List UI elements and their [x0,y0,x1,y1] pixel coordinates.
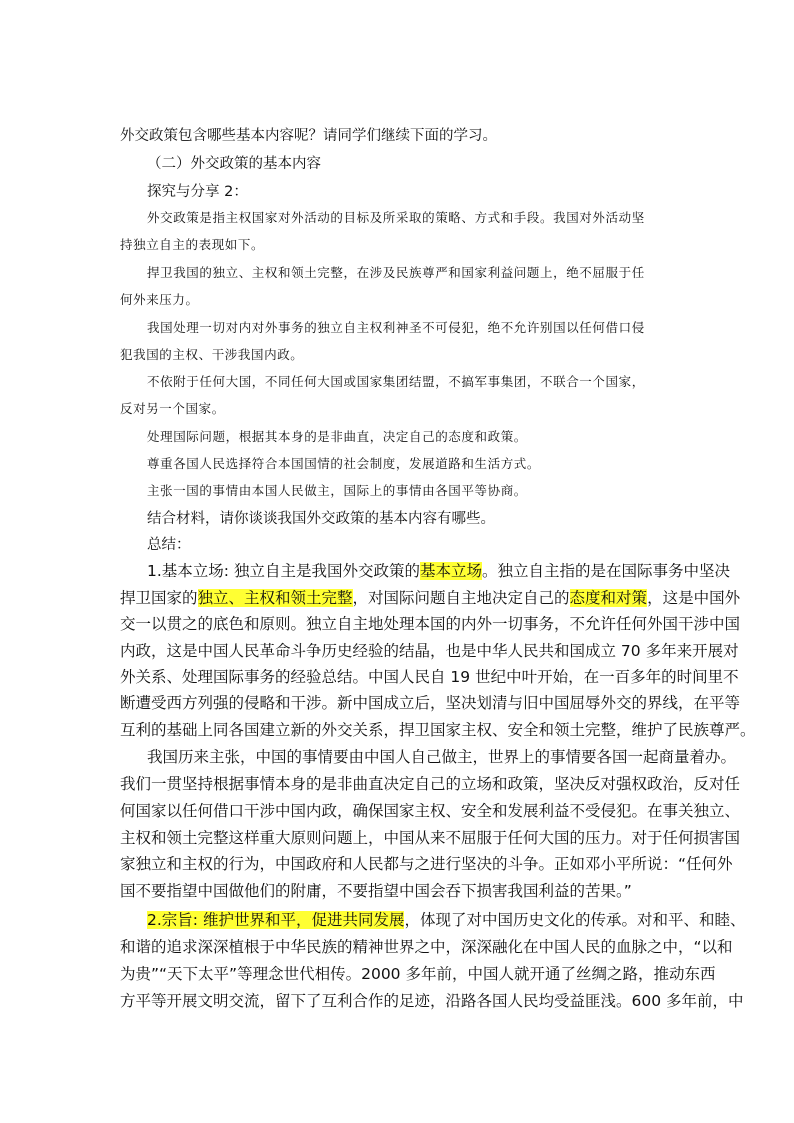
paragraph-line: 捍卫国家的独立、主权和领土完整，对国际问题自主地决定自己的态度和对策，这是中国外 [120,589,741,607]
paragraph-line: 内政，这是中国人民革命斗争历史经验的结晶，也是中华人民共和国成立 70 多年来开展对 [120,642,739,660]
material-line: 外交政策是指主权国家对外活动的目标及所采取的策略、方式和手段。我国对外活动坚 [147,210,645,225]
material-line: 我国处理一切对内对外事务的独立自主权利神圣不可侵犯，绝不允许别国以任何借口侵 [147,320,645,335]
intro-text: 外交政策包含哪些基本内容呢？请同学们继续下面的学习。 [120,128,497,144]
paragraph-line: 交一以贯之的底色和原则。独立自主地处理本国的内外一切事务，不允许任何外国干涉中国 [120,615,741,633]
paragraph-line: 家独立和主权的行为，中国政府和人民都与之进行坚决的斗争。正如邓小平所说：“任何外 [120,855,733,873]
paragraph-line: 主权和领土完整这样重大原则问题上，中国从来不屈服于任何大国的压力。对于任何损害国 [120,829,741,847]
paragraph-line: 互利的基础上同各国建立新的外交关系，捍卫国家主权、安全和领土完整，维护了民族尊严。 [120,721,756,739]
highlight: 2.宗旨: 维护世界和平，促进共同发展 [147,911,405,929]
material-line: 反对另一个国家。 [120,401,225,416]
explore-label: 探究与分享 2： [147,184,248,200]
paragraph-line: 为贵”“天下太平”等理念世代相传。2000 多年前，中国人就开通了丝绸之路，推动东西 [120,965,716,983]
material-line: 处理国际问题，根据其本身的是非曲直，决定自己的态度和政策。 [147,429,527,444]
paragraph-line: 方平等开展文明交流，留下了互利合作的足迹，沿路各国人民均受益匪浅。600 多年前，中 [120,992,744,1010]
material-line: 捍卫我国的独立、主权和领土完整，在涉及民族尊严和国家利益问题上，绝不屈服于任 [147,265,645,280]
paragraph-line: 何国家以任何借口干涉中国内政，确保国家主权、安全和发展利益不受侵犯。在事关独立、 [120,802,741,820]
material-line: 犯我国的主权、干涉我国内政。 [120,347,304,362]
section-heading: （二）外交政策的基本内容 [147,156,321,172]
material-line: 主张一国的事情由本国人民做主，国际上的事情由各国平等协商。 [147,483,527,498]
paragraph-line: 外关系、处理国际事务的经验总结。中国人民自 19 世纪中叶开始，在一百多年的时间里不 [120,668,739,686]
highlight: 基本立场 [419,562,482,580]
highlight: 独立、主权和领土完整 [197,589,353,607]
material-line: 尊重各国人民选择符合本国国情的社会制度，发展道路和生活方式。 [147,456,541,471]
material-line: 何外来压力。 [120,292,199,307]
question-text: 结合材料，请你谈谈我国外交政策的基本内容有哪些。 [147,511,495,527]
paragraph-line: 我们一贯坚持根据事情本身的是非曲直决定自己的立场和政策，坚决反对强权政治，反对任 [120,775,741,793]
material-line: 不依附于任何大国，不同任何大国或国家集团结盟，不搞军事集团，不联合一个国家， [147,374,645,389]
paragraph-line: 1.基本立场: 独立自主是我国外交政策的基本立场。独立自主指的是在国际事务中坚决 [147,562,730,580]
paragraph-line: 2.宗旨: 维护世界和平，促进共同发展，体现了对中国历史文化的传承。对和平、和睦、 [147,911,746,929]
paragraph-line: 断遭受西方列强的侵略和干涉。新中国成立后，坚决划清与旧中国屈辱外交的界线，在平等 [120,694,741,712]
material-line: 持独立自主的表现如下。 [120,237,265,252]
summary-label: 总结： [147,537,191,553]
paragraph-line: 国不要指望中国做他们的附庸，不要指望中国会吞下损害我国利益的苦果。” [120,882,632,900]
paragraph-line: 我国历来主张，中国的事情要由中国人自己做主，世界上的事情要各国一起商量着办。 [147,748,737,766]
highlight: 态度和对策 [569,589,648,607]
paragraph-line: 和谐的追求深深植根于中华民族的精神世界之中，深深融化在中国人民的血脉之中，“以和 [120,938,733,956]
